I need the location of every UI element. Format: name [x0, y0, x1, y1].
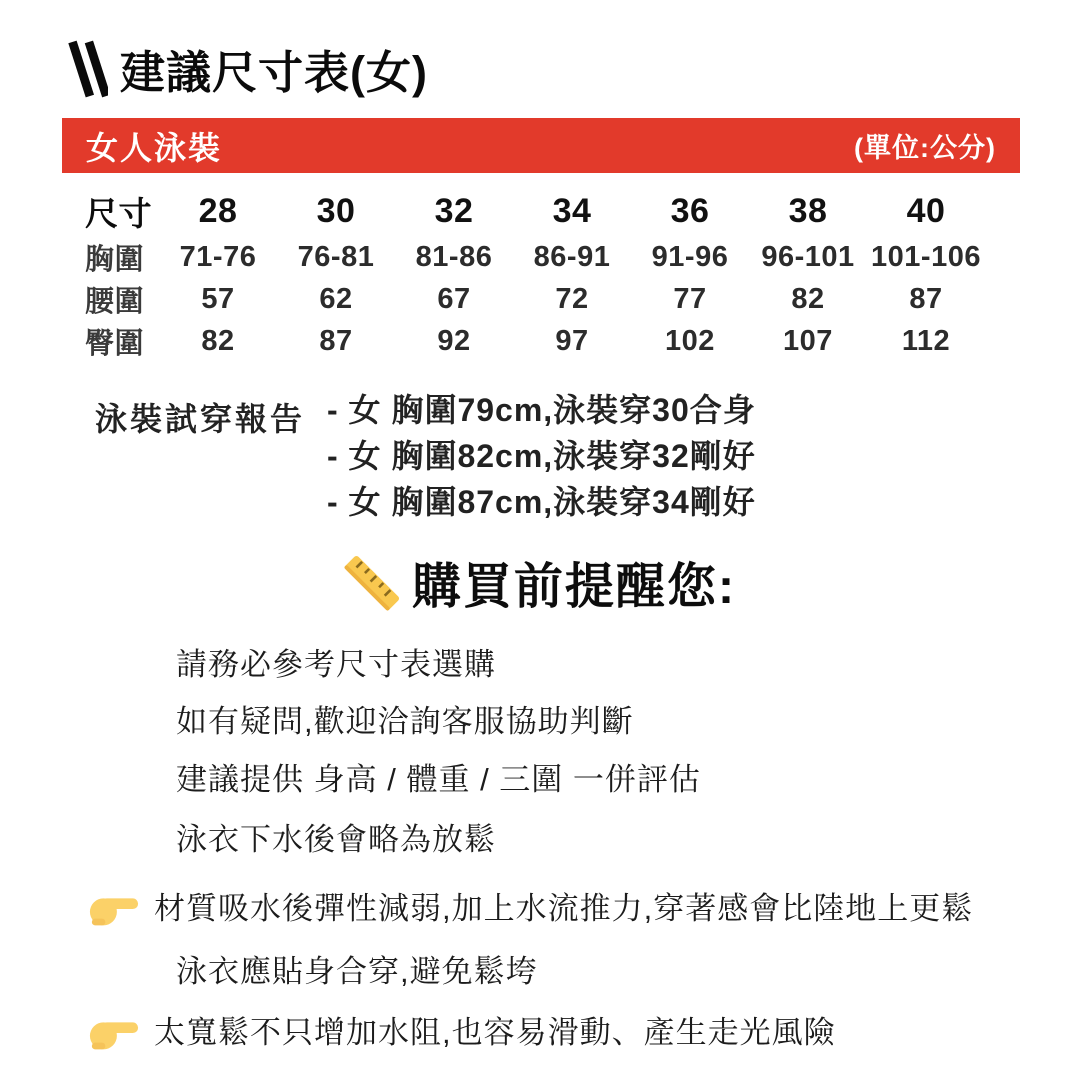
- note-text: 材質吸水後彈性減弱,加上水流推力,穿著感會比陸地上更鬆: [154, 891, 974, 926]
- table-cell: 72: [555, 282, 589, 315]
- table-cell: 112: [901, 324, 951, 357]
- size-col: 32: [434, 191, 474, 230]
- pointing-hand-icon: [88, 889, 140, 929]
- table-cell: 97: [555, 324, 589, 357]
- table-row-sizes: [85, 186, 985, 236]
- note-item: [0, 705, 1080, 739]
- fit-report-line: - 女 胸圍82cm,泳裝穿32剛好: [327, 438, 756, 474]
- table-cell: 82: [201, 324, 235, 357]
- note-text: 建議提供 身高 / 體重 / 三圍 一併評估: [176, 762, 701, 797]
- ruler-icon: [344, 555, 400, 611]
- reminder-notes: [0, 648, 1080, 1055]
- table-cell: 81-86: [415, 240, 493, 273]
- banner-title: 女人泳裝: [86, 129, 223, 166]
- pointing-hand-icon: [88, 1013, 140, 1053]
- note-item-pointer: [0, 1011, 1080, 1055]
- size-header-label: 尺寸: [85, 194, 152, 232]
- note-text: 泳衣下水後會略為放鬆: [176, 822, 496, 857]
- reminder-heading-row: [0, 548, 1080, 618]
- table-cell: 57: [201, 282, 235, 315]
- reminder-heading: 購買前提醒您:: [411, 560, 737, 614]
- note-item: [0, 823, 1080, 857]
- note-text: 泳衣應貼身合穿,避免鬆垮: [176, 954, 538, 989]
- table-cell: 96-101: [761, 240, 855, 273]
- table-cell: 67: [437, 282, 471, 315]
- table-cell: 92: [437, 324, 471, 357]
- page-title-row: [64, 36, 428, 101]
- note-item: [0, 763, 1080, 797]
- table-cell: 107: [783, 324, 833, 357]
- table-cell: 91-96: [651, 240, 729, 273]
- table-cell: 77: [673, 282, 707, 315]
- note-text: 請務必參考尺寸表選購: [176, 647, 496, 682]
- page-title: 建議尺寸表(女): [120, 47, 428, 98]
- double-slash-icon: [64, 40, 108, 98]
- note-text: 如有疑問,歡迎洽詢客服協助判斷: [176, 704, 634, 739]
- fit-report-line: - 女 胸圍87cm,泳裝穿34剛好: [327, 484, 756, 520]
- table-cell: 76-81: [297, 240, 375, 273]
- size-col: 30: [316, 191, 356, 230]
- table-cell: 102: [665, 324, 715, 357]
- table-cell: 86-91: [533, 240, 611, 273]
- table-cell: 62: [319, 282, 353, 315]
- row-label: 腰圍: [85, 285, 145, 318]
- size-col: 34: [552, 191, 592, 230]
- table-cell: 87: [909, 282, 943, 315]
- row-label: 胸圍: [85, 243, 145, 276]
- table-row-waist: [85, 278, 985, 320]
- size-col: 28: [198, 191, 238, 230]
- table-cell: 71-76: [179, 240, 257, 273]
- table-cell: 82: [791, 282, 825, 315]
- note-text: 太寬鬆不只增加水阻,也容易滑動、產生走光風險: [154, 1015, 836, 1050]
- fit-report: [95, 394, 756, 519]
- table-row-hip: [85, 320, 985, 362]
- table-cell: 101-106: [871, 240, 981, 273]
- fit-report-line: - 女 胸圍79cm,泳裝穿30合身: [327, 392, 756, 428]
- note-item: [0, 955, 1080, 989]
- table-cell: 87: [319, 324, 353, 357]
- category-banner: [62, 118, 1020, 173]
- size-table: [85, 186, 985, 362]
- row-label: 臀圍: [85, 327, 145, 360]
- banner-unit-label: (單位:公分): [854, 133, 996, 163]
- size-col: 36: [670, 191, 710, 230]
- note-item-pointer: [0, 887, 1080, 931]
- fit-report-lines: [327, 394, 756, 519]
- table-row-bust: [85, 236, 985, 278]
- size-col: 40: [906, 191, 946, 230]
- note-item: [0, 648, 1080, 682]
- fit-report-label: 泳裝試穿報告: [95, 401, 306, 437]
- size-col: 38: [788, 191, 828, 230]
